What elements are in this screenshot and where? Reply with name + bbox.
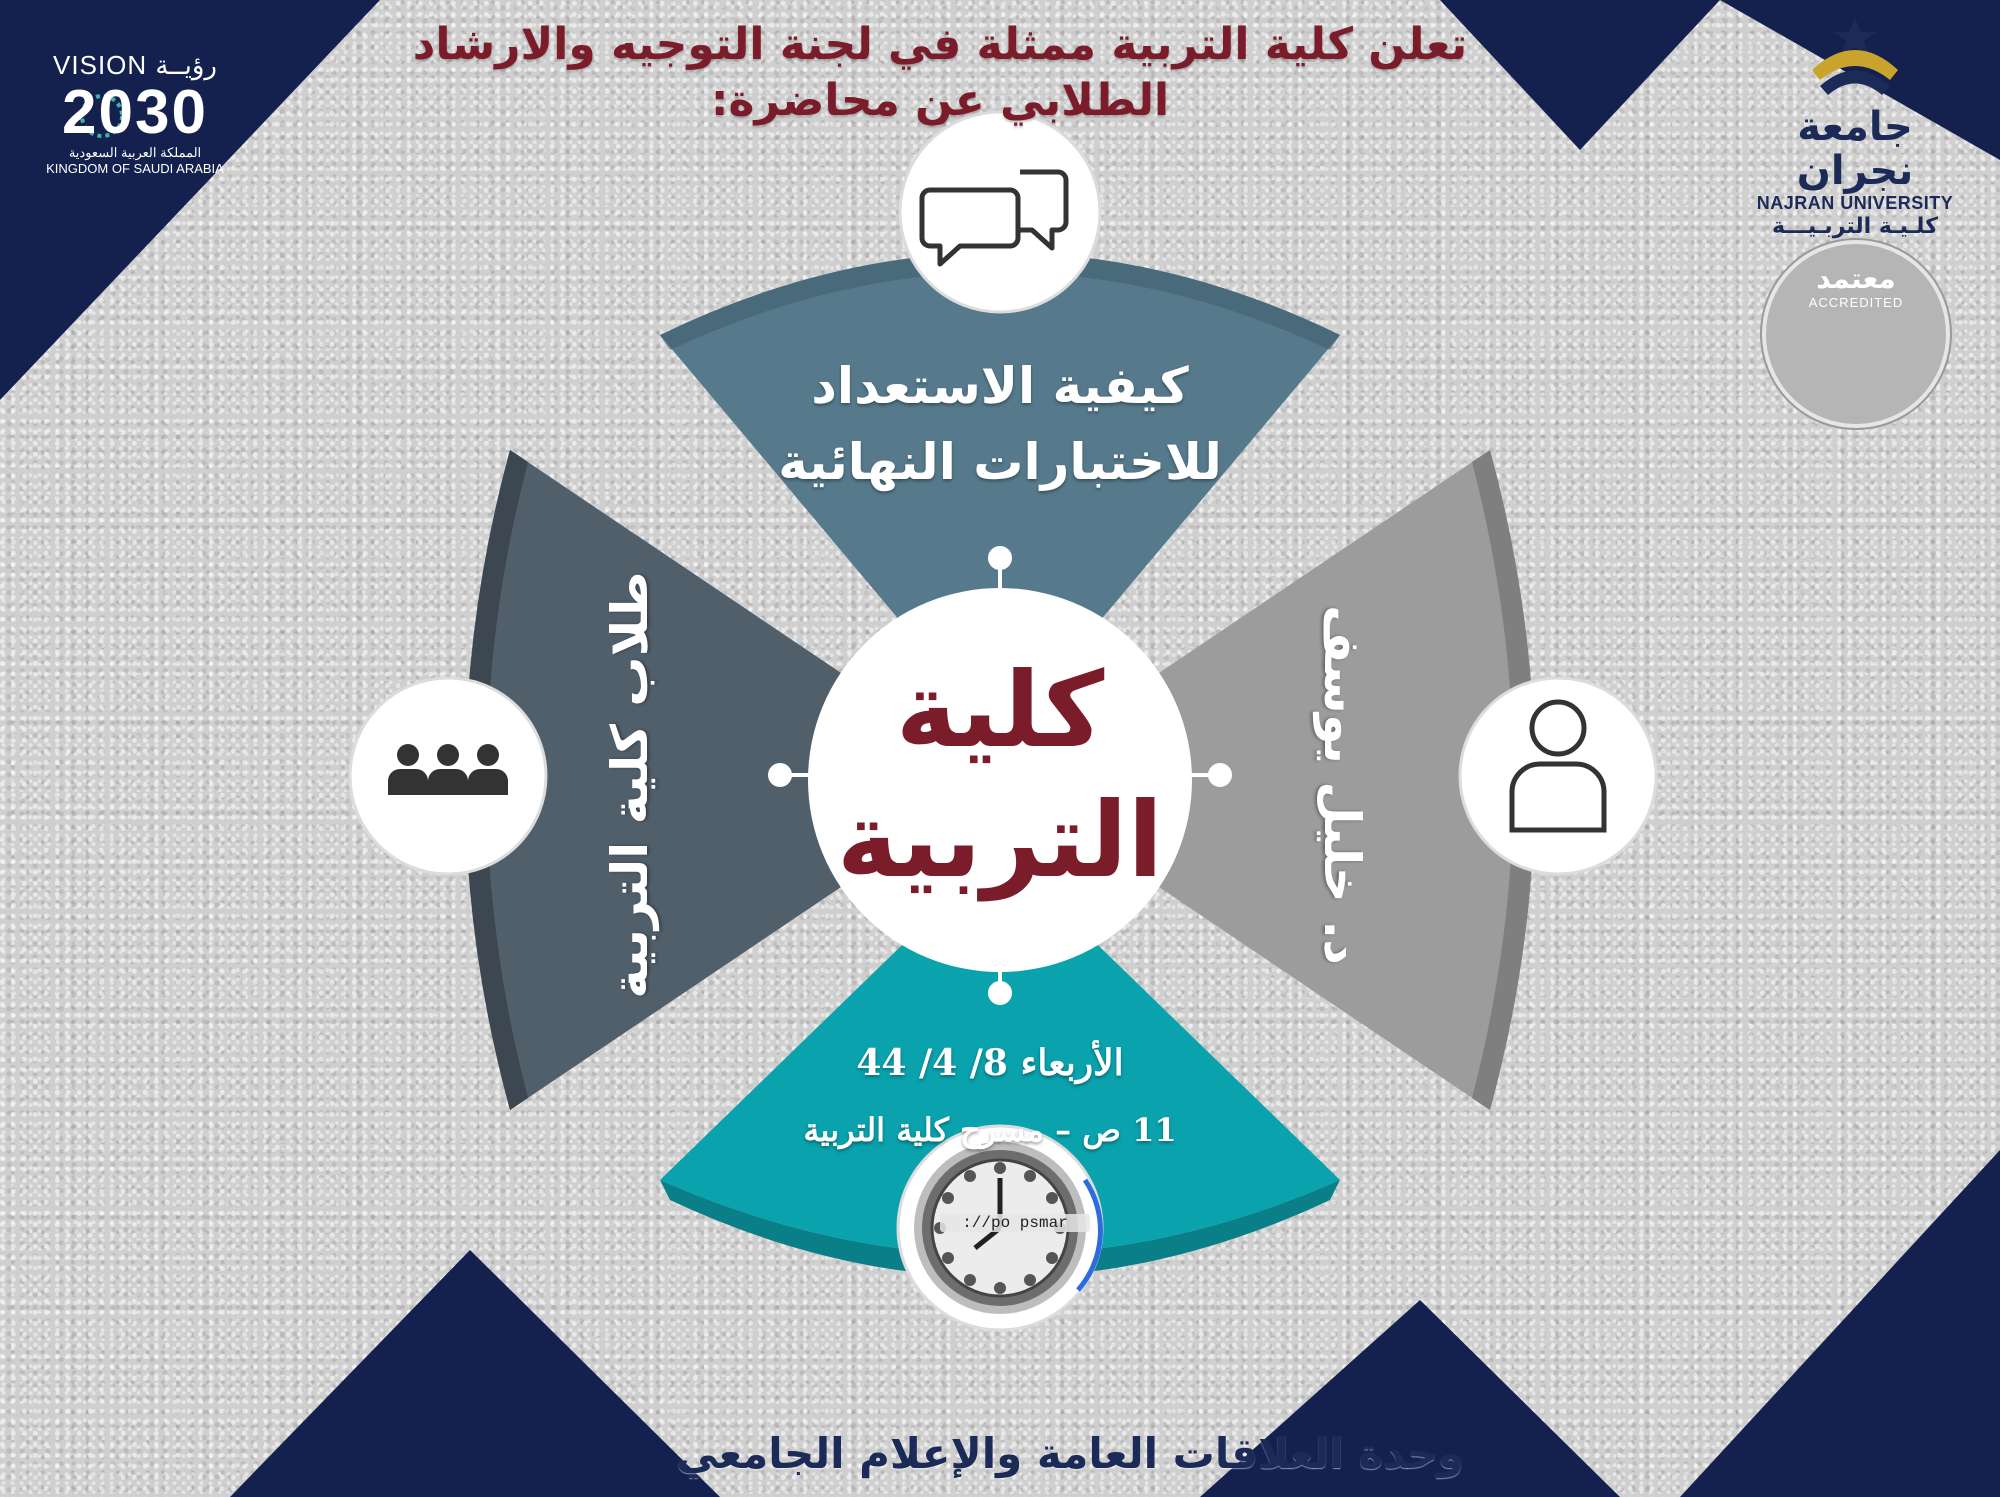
footer-unit-name: وحدة العلاقات العامة والإعلام الجامعي: [676, 1429, 1464, 1478]
lecture-time-place: 11 ص – مسرح كلية التربية: [803, 1111, 1177, 1149]
vision-country-ar: المملكة العربية السعودية: [68, 145, 202, 160]
university-name-en: NAJRAN UNIVERSITY: [1756, 193, 1954, 213]
accredited-label-ar: معتمد: [1816, 262, 1896, 295]
center-title-line1: كلية: [895, 649, 1105, 771]
najran-university-logo: [1740, 20, 1970, 241]
lecture-title-line2: للاختبارات النهائية: [778, 433, 1222, 491]
university-name-ar: جامعة نجران: [1796, 104, 1914, 194]
lecture-date: الأربعاء 8/ 4/ 44: [856, 1042, 1124, 1084]
vision-word: VISION رؤيــة: [53, 50, 217, 80]
top-icon-circle: [900, 112, 1100, 312]
center-title-line2: التربية: [836, 779, 1164, 901]
speaker-name: د. خليل يوسف: [1313, 605, 1371, 965]
group-people-icon: [388, 744, 508, 795]
corner-bottom-right: [1680, 1150, 2000, 1497]
clock-url-label: ://po psmar: [940, 1214, 1090, 1232]
accreditation-badge: [1762, 240, 1950, 428]
accredited-label-en: ACCREDITED: [1808, 295, 1904, 310]
vision-country-en: KINGDOM OF SAUDI ARABIA: [46, 161, 224, 176]
vision-year: 2030: [62, 78, 208, 147]
header-line-2: الطلابي عن محاضرة:: [710, 75, 1170, 126]
college-name-ar: كلـيـة التربـيـــة: [1772, 214, 1938, 239]
right-icon-circle: [1460, 678, 1656, 874]
audience-text: طلاب كلية التربية: [601, 571, 659, 999]
lecture-title: [730, 348, 1270, 500]
header-line-1: تعلن كلية التربية ممثلة في لجنة التوجيه والارشاد: [412, 19, 1468, 70]
lecture-title-line1: كيفية الاستعداد: [811, 357, 1189, 415]
vision-2030-logo: [40, 50, 230, 177]
